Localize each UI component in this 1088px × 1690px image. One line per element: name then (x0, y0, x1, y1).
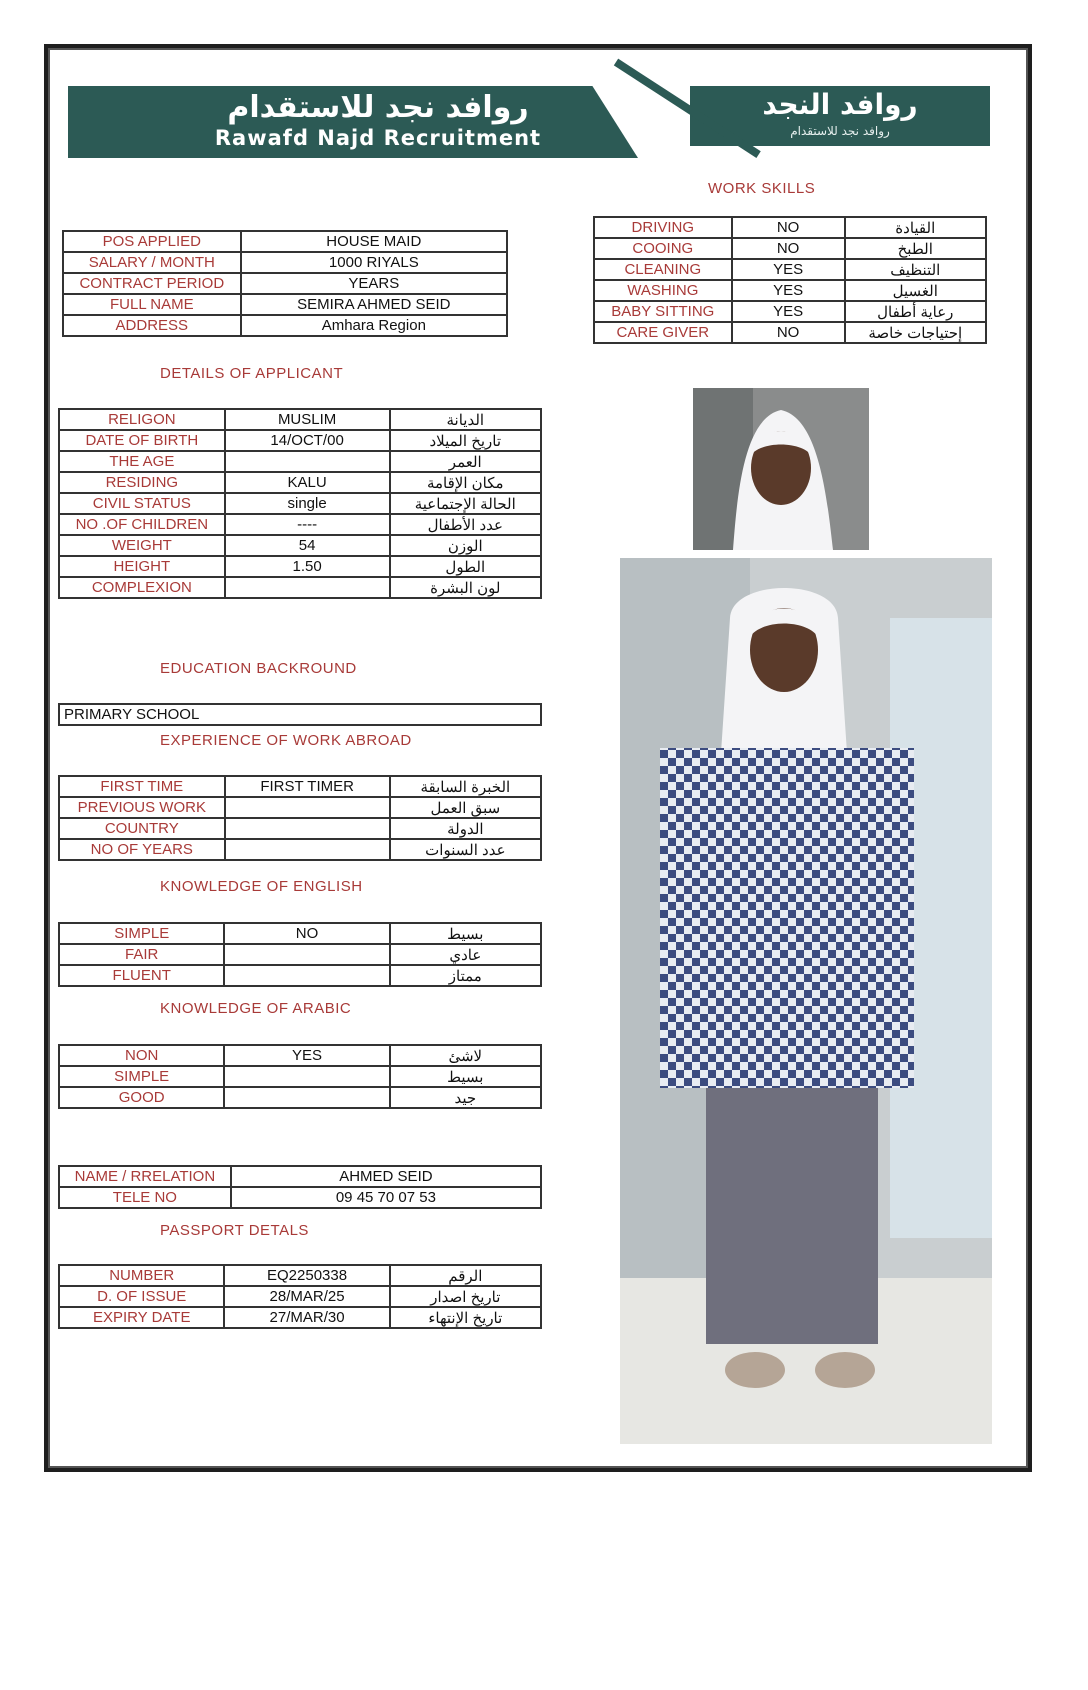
details-row (59, 451, 541, 472)
passport-row (59, 1307, 541, 1328)
row-value: NO (732, 322, 845, 343)
row-value: YES (732, 301, 845, 322)
education-title: EDUCATION BACKROUND (160, 660, 357, 677)
row-value: HOUSE MAID (241, 231, 507, 252)
row-value: MUSLIM (225, 409, 390, 430)
position-row (63, 273, 507, 294)
row-label: COOING (594, 238, 732, 259)
row-label-arabic: القيادة (845, 217, 986, 238)
skill-row (594, 238, 986, 259)
row-label: WASHING (594, 280, 732, 301)
row-label-arabic: عادي (390, 944, 541, 965)
relation-table (58, 1165, 542, 1209)
row-label: SIMPLE (59, 1066, 224, 1087)
details-table (58, 408, 542, 599)
row-label-arabic: لون البشرة (390, 577, 541, 598)
row-label: WEIGHT (59, 535, 225, 556)
details-title: DETAILS OF APPLICANT (160, 365, 344, 382)
arabic-table (58, 1044, 542, 1109)
row-label: FLUENT (59, 965, 224, 986)
row-label: CIVIL STATUS (59, 493, 225, 514)
row-label: COUNTRY (59, 818, 225, 839)
row-label: NO OF YEARS (59, 839, 225, 860)
row-label-arabic: العمر (390, 451, 541, 472)
row-label-arabic: ممتاز (390, 965, 541, 986)
company-name-english: Rawafd Najd Recruitment (214, 126, 542, 150)
row-label-arabic: تاريخ الميلاد (390, 430, 541, 451)
details-row (59, 535, 541, 556)
experience-row (59, 839, 541, 860)
row-label-arabic: الخبرة السابقة (390, 776, 541, 797)
english-title: KNOWLEDGE OF ENGLISH (160, 878, 363, 895)
row-label: NON (59, 1045, 224, 1066)
row-value: 09 45 70 07 53 (231, 1187, 541, 1208)
row-label: DRIVING (594, 217, 732, 238)
passport-row (59, 1286, 541, 1307)
row-label-arabic: الرقم (390, 1265, 541, 1286)
row-label: SALARY / MONTH (63, 252, 241, 273)
row-label-arabic: الديانة (390, 409, 541, 430)
row-label-arabic: تاريخ اصدار (390, 1286, 541, 1307)
arabic-row (59, 1066, 541, 1087)
english-row (59, 923, 541, 944)
row-label-arabic: الحالة الإجتماعية (390, 493, 541, 514)
row-value: 27/MAR/30 (224, 1307, 389, 1328)
row-label: RELIGON (59, 409, 225, 430)
row-value: YEARS (241, 273, 507, 294)
row-label: TELE NO (59, 1187, 231, 1208)
row-value: YES (732, 280, 845, 301)
row-value (224, 965, 389, 986)
row-value (225, 818, 390, 839)
row-value: FIRST TIMER (225, 776, 390, 797)
details-row (59, 556, 541, 577)
position-row (63, 294, 507, 315)
row-value: YES (732, 259, 845, 280)
arabic-row (59, 1087, 541, 1108)
row-value: 28/MAR/25 (224, 1286, 389, 1307)
details-row (59, 493, 541, 514)
row-label: BABY SITTING (594, 301, 732, 322)
row-value: AHMED SEID (231, 1166, 541, 1187)
row-value: 1000 RIYALS (241, 252, 507, 273)
row-label: NAME / RRELATION (59, 1166, 231, 1187)
row-label: EXPIRY DATE (59, 1307, 224, 1328)
row-label: HEIGHT (59, 556, 225, 577)
row-value: Amhara Region (241, 315, 507, 336)
skill-row (594, 301, 986, 322)
row-value: single (225, 493, 390, 514)
row-label: DATE OF BIRTH (59, 430, 225, 451)
row-value: ---- (225, 514, 390, 535)
row-label: SIMPLE (59, 923, 224, 944)
row-label-arabic: بسيط (390, 1066, 541, 1087)
row-label: ADDRESS (63, 315, 241, 336)
row-value (224, 944, 389, 965)
details-row (59, 430, 541, 451)
relation-row (59, 1187, 541, 1208)
headshot-photo (693, 388, 869, 550)
skill-row (594, 322, 986, 343)
row-label: FIRST TIME (59, 776, 225, 797)
position-row (63, 231, 507, 252)
work-skills-table (593, 216, 987, 344)
details-row (59, 577, 541, 598)
experience-row (59, 818, 541, 839)
row-label-arabic: لاشئ (390, 1045, 541, 1066)
row-label-arabic: تاريخ الإنتهاء (390, 1307, 541, 1328)
row-label: D. OF ISSUE (59, 1286, 224, 1307)
row-label-arabic: الغسيل (845, 280, 986, 301)
row-label-arabic: جيد (390, 1087, 541, 1108)
row-label-arabic: الوزن (390, 535, 541, 556)
row-label-arabic: عدد السنوات (390, 839, 541, 860)
passport-table (58, 1264, 542, 1329)
row-label-arabic: عدد الأطفال (390, 514, 541, 535)
details-row (59, 472, 541, 493)
row-label: FULL NAME (63, 294, 241, 315)
arabic-title: KNOWLEDGE OF ARABIC (160, 1000, 352, 1017)
position-row (63, 252, 507, 273)
row-value: 54 (225, 535, 390, 556)
row-value: KALU (225, 472, 390, 493)
position-row (63, 315, 507, 336)
row-value: NO (224, 923, 389, 944)
row-value: NO (732, 238, 845, 259)
row-label-arabic: التنظيف (845, 259, 986, 280)
row-label: POS APPLIED (63, 231, 241, 252)
english-row (59, 944, 541, 965)
row-label-arabic: مكان الإقامة (390, 472, 541, 493)
row-label: RESIDING (59, 472, 225, 493)
row-value: 14/OCT/00 (225, 430, 390, 451)
row-value: NO (732, 217, 845, 238)
row-label: CONTRACT PERIOD (63, 273, 241, 294)
english-row (59, 965, 541, 986)
row-value: YES (224, 1045, 389, 1066)
relation-row (59, 1166, 541, 1187)
skill-row (594, 217, 986, 238)
row-value (224, 1087, 389, 1108)
full-body-photo (620, 558, 992, 1444)
company-logo-subtitle: روافد نجد للاستقدام (790, 124, 890, 138)
row-label-arabic: سبق العمل (390, 797, 541, 818)
row-label: FAIR (59, 944, 224, 965)
passport-row (59, 1265, 541, 1286)
work-skills-title: WORK SKILLS (708, 180, 816, 197)
row-value: 1.50 (225, 556, 390, 577)
experience-title: EXPERIENCE OF WORK ABROAD (160, 732, 412, 749)
experience-table (58, 775, 542, 861)
company-name-arabic: روافد نجد للاستقدام (227, 90, 529, 125)
row-label: COMPLEXION (59, 577, 225, 598)
education-table (58, 703, 542, 726)
row-label-arabic: الطبخ (845, 238, 986, 259)
row-label: PREVIOUS WORK (59, 797, 225, 818)
row-label-arabic: الطول (390, 556, 541, 577)
header-banner (68, 86, 990, 158)
row-label-arabic: الدولة (390, 818, 541, 839)
row-label: GOOD (59, 1087, 224, 1108)
details-row (59, 409, 541, 430)
row-label: CLEANING (594, 259, 732, 280)
row-label: THE AGE (59, 451, 225, 472)
skill-row (594, 259, 986, 280)
position-table (62, 230, 508, 337)
row-value (225, 577, 390, 598)
experience-row (59, 776, 541, 797)
row-label: CARE GIVER (594, 322, 732, 343)
row-label-arabic: رعاية أطفال (845, 301, 986, 322)
education-value: PRIMARY SCHOOL (59, 704, 541, 725)
row-value: EQ2250338 (224, 1265, 389, 1286)
english-table (58, 922, 542, 987)
row-label-arabic: بسيط (390, 923, 541, 944)
passport-title: PASSPORT DETALS (160, 1222, 309, 1239)
row-label-arabic: إحتياجات خاصة (845, 322, 986, 343)
skill-row (594, 280, 986, 301)
row-value (224, 1066, 389, 1087)
row-value (225, 451, 390, 472)
details-row (59, 514, 541, 535)
row-label: NO .OF CHILDREN (59, 514, 225, 535)
row-value (225, 797, 390, 818)
row-value (225, 839, 390, 860)
experience-row (59, 797, 541, 818)
company-logo: روافد النجد (762, 88, 918, 121)
arabic-row (59, 1045, 541, 1066)
row-value: SEMIRA AHMED SEID (241, 294, 507, 315)
row-label: NUMBER (59, 1265, 224, 1286)
